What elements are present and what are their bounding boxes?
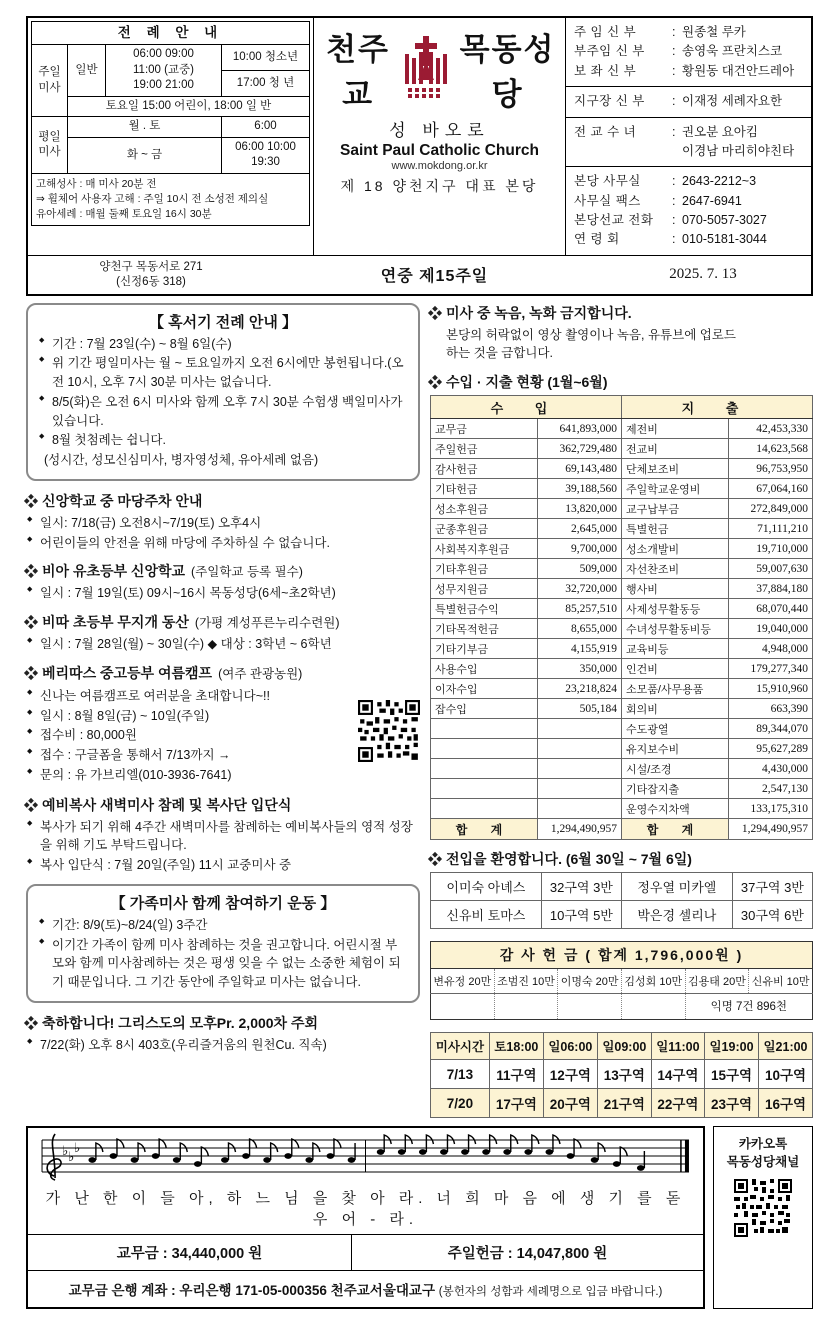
expense-value: 71,111,210	[728, 519, 812, 539]
donor: 조범진 10만	[494, 969, 558, 994]
section-title: 전입을 환영합니다. (6월 30일 ~ 7월 6일)	[446, 851, 692, 868]
expense-label: 교육비등	[621, 639, 728, 659]
date-cell: 7/13	[431, 1060, 490, 1089]
income-value: 32,720,000	[537, 579, 621, 599]
finance-row	[431, 719, 813, 739]
notice-item: ◆ 8월 첫첨례는 쉽니다.	[38, 431, 408, 450]
expense-value: 4,430,000	[728, 759, 812, 779]
expense-label: 제전비	[621, 419, 728, 439]
finance-row	[431, 739, 813, 759]
funeral-society-label: 연 령 회	[574, 232, 620, 247]
church-address: 양천구 목동서로 271 (신정6동 318)	[99, 260, 203, 288]
expense-label: 유지보수비	[621, 739, 728, 759]
section-title: 수입 · 지출 현황 (1월~6월)	[446, 374, 608, 391]
finance-row	[431, 579, 813, 599]
gyomugeum-label: 교무금 :	[116, 1246, 168, 1263]
empty-cell	[621, 994, 685, 1020]
notice-item: ◆ 접수 : 구글폼을 통해서 7/13까지 →	[26, 746, 352, 765]
finance-row	[431, 699, 813, 719]
col-header: 일11:00	[651, 1033, 704, 1060]
income-value: 85,257,510	[537, 599, 621, 619]
confession-notes: 고해성사 : 매 미사 20분 전 ⇒ 휠체어 사용자 고해 : 주일 10시 전 소성전 제의실 유아세례 : 매월 둘째 토요일 16시 30분	[32, 173, 310, 226]
expense-label: 성소개발비	[621, 539, 728, 559]
expense-label: 주일학교운영비	[621, 479, 728, 499]
congrats-section	[26, 1013, 420, 1055]
section-diamond-icon	[428, 306, 442, 320]
kakao-qr-code-icon	[734, 1224, 792, 1241]
no-recording-body: 본당의 허락없이 영상 촬영이나 녹음, 유튜브에 업로드 하는 것을 금합니다.	[446, 327, 736, 361]
expense-value: 95,627,289	[728, 739, 812, 759]
colon: :	[672, 174, 676, 189]
expense-label: 자선찬조비	[621, 559, 728, 579]
liturgy-schedule-table	[28, 18, 314, 255]
col-header: 일06:00	[543, 1033, 597, 1060]
expense-value: 37,884,180	[728, 579, 812, 599]
area-cell: 14구역	[651, 1060, 704, 1089]
notice-item: ◆ 일시 : 7월 28일(월) ~ 30일(수) ◆ 대상 : 3학년 ~ 6학년	[26, 635, 420, 654]
finance-row	[431, 599, 813, 619]
expense-value: 133,175,310	[728, 799, 812, 819]
income-label: 특별헌금수익	[431, 599, 538, 619]
income-label: 기타기부금	[431, 639, 538, 659]
expense-label: 수녀성무활동비등	[621, 619, 728, 639]
income-value: 505,184	[537, 699, 621, 719]
family-mass-title: 【 가족미사 함께 참여하기 운동 】	[110, 894, 336, 912]
income-value: 4,155,919	[537, 639, 621, 659]
section-title: 축하합니다! 그리스도의 모후Pr. 2,000차 주회	[42, 1014, 319, 1031]
area-cell: 10구역	[759, 1060, 813, 1089]
svg-text:♭: ♭	[68, 1150, 75, 1166]
col-header: 일19:00	[705, 1033, 759, 1060]
clergy-directory	[566, 18, 811, 255]
area-cell: 12구역	[543, 1060, 597, 1089]
income-value: 8,655,000	[537, 619, 621, 639]
income-value: 509,000	[537, 559, 621, 579]
expense-label: 회의비	[621, 699, 728, 719]
finance-row	[431, 779, 813, 799]
clergy-role: 전 교 수 녀	[574, 124, 637, 139]
newcomer-area: 37구역 3반	[732, 873, 812, 901]
expense-label: 소모품/사무용품	[621, 679, 728, 699]
section-title: 비아 유초등부 신앙학교	[42, 563, 186, 580]
area-cell: 11구역	[489, 1060, 543, 1089]
expense-value: 14,623,568	[728, 439, 812, 459]
section-note: (주일학교 등록 필수)	[191, 565, 303, 580]
tue-fri-time: 06:00 10:00 19:30	[222, 137, 310, 173]
gyomugeum-cell	[28, 1235, 352, 1270]
sunday-offering-value: 14,047,800 원	[516, 1246, 608, 1263]
income-label: 군종후원금	[431, 519, 538, 539]
expense-value: 272,849,000	[728, 499, 812, 519]
notice-item: ◆ 일시 : 8월 8일(금) ~ 10일(주일)	[26, 707, 352, 726]
heat-notice-title: 【 혹서기 전례 안내 】	[148, 313, 298, 331]
income-value: 641,893,000	[537, 419, 621, 439]
donor: 김용태 20만	[685, 969, 749, 994]
clergy-role: 보 좌 신 부	[574, 63, 637, 78]
footer	[26, 1126, 813, 1309]
weekday-mass-label: 평일 미사	[32, 117, 68, 174]
section-diamond-icon	[24, 615, 38, 629]
section-note: (가평 계성푸른누리수련원)	[194, 616, 340, 631]
colon: :	[672, 44, 676, 59]
finance-row	[431, 559, 813, 579]
newcomers-table	[430, 872, 813, 929]
expense-value: 96,753,950	[728, 459, 812, 479]
camp-qr-code-icon	[358, 700, 420, 786]
veritas-camp-section	[26, 663, 420, 786]
bank-note: (봉헌자의 성함과 세례명으로 입금 바랍니다.)	[438, 1286, 663, 1299]
section-title: 예비복사 새벽미사 참례 및 복사단 입단식	[42, 796, 292, 813]
area-cell: 15구역	[705, 1060, 759, 1089]
area-cell: 21구역	[597, 1089, 651, 1118]
income-label: 기타목적헌금	[431, 619, 538, 639]
newcomer-area: 30구역 6반	[732, 901, 812, 929]
thanksgiving-table	[430, 941, 813, 1020]
kakao-channel-box	[713, 1126, 813, 1309]
expense-total-value: 1,294,490,957	[728, 819, 812, 840]
notice-item: ◆ 일시 : 7월 19일(토) 09시~16시 목동성당(6세~초2학년)	[26, 584, 420, 603]
section-diamond-icon	[24, 564, 38, 578]
right-column	[430, 303, 813, 1119]
income-value	[537, 759, 621, 779]
income-total-label: 합 계	[431, 819, 538, 840]
office-label: 본당 사무실	[574, 174, 641, 189]
clergy-name: 황원동 대건안드레아	[682, 63, 795, 78]
colon: :	[672, 213, 676, 227]
logo-title-right: 목동성당	[459, 32, 556, 112]
tue-fri-label: 화 ~ 금	[68, 137, 222, 173]
area-cell: 16구역	[759, 1089, 813, 1118]
income-label: 사용수입	[431, 659, 538, 679]
income-value	[537, 719, 621, 739]
newcomer-row	[431, 873, 813, 901]
section-title: 비따 초등부 무지개 동산	[42, 614, 189, 631]
logo-subtitle: 성 바오로	[389, 121, 490, 140]
finance-row	[431, 799, 813, 819]
expense-label: 전교비	[621, 439, 728, 459]
bulletin-date: 2025. 7. 13	[669, 266, 737, 283]
colon: :	[672, 193, 676, 208]
general-label: 일반	[68, 45, 106, 97]
footer-main	[26, 1126, 705, 1309]
svg-text:♭: ♭	[74, 1141, 81, 1157]
gyomugeum-value: 34,440,000 원	[171, 1246, 263, 1263]
notice-item: ◆ 8/5(화)은 오전 6시 미사와 함께 오후 7시 30분 수험생 백일미사가 있습니다.	[38, 393, 408, 431]
expense-label: 인건비	[621, 659, 728, 679]
youth-time: 10:00 청소년	[222, 45, 310, 71]
vita-camp-section	[26, 612, 420, 654]
income-label: 성무지원금	[431, 579, 538, 599]
income-value	[537, 799, 621, 819]
income-label	[431, 759, 538, 779]
notice-item: ◆ 기간: 8/9(토)~8/24(일) 3주간	[38, 916, 408, 935]
parking-section	[26, 491, 420, 553]
notice-item: ◆ 어린이들의 안전을 위해 마당에 주차하실 수 없습니다.	[26, 534, 420, 553]
finance-row	[431, 459, 813, 479]
finance-row	[431, 639, 813, 659]
finance-section	[430, 372, 813, 840]
finance-row	[431, 759, 813, 779]
clergy-role	[574, 142, 672, 161]
mass-area-header-row	[431, 1033, 813, 1060]
expense-label: 단체보조비	[621, 459, 728, 479]
section-diamond-icon	[24, 798, 38, 812]
clergy-name: 송영욱 프란치스코	[682, 44, 783, 59]
notice-item: ◆ 일시: 7/18(금) 오전8시~7/19(토) 오후4시	[26, 514, 420, 533]
anonymous-row	[431, 994, 813, 1020]
notice-item: ◆ 복사 입단식 : 7월 20일(주일) 11시 교중미사 중	[26, 856, 420, 875]
income-value: 362,729,480	[537, 439, 621, 459]
expense-label: 사제성무활동등	[621, 599, 728, 619]
bank-account-row	[28, 1270, 703, 1307]
empty-cell	[494, 994, 558, 1020]
section-diamond-icon	[24, 494, 38, 508]
income-label: 기타후원금	[431, 559, 538, 579]
mon-sat-time: 6:00	[222, 117, 310, 138]
notice-item: ◆ 7/22(화) 오후 8시 403호(우리즐거움의 원천Cu. 직속)	[26, 1036, 420, 1055]
clergy-role: 부주임 신 부	[574, 44, 645, 59]
finance-row	[431, 619, 813, 639]
notice-item: (성시간, 성모신심미사, 병자영성체, 유아세례 없음)	[44, 453, 319, 468]
expense-value: 2,547,130	[728, 779, 812, 799]
empty-cell	[431, 994, 495, 1020]
expense-value: 15,910,960	[728, 679, 812, 699]
svg-text:♭: ♭	[62, 1144, 69, 1160]
section-diamond-icon	[24, 666, 38, 680]
expense-value: 68,070,440	[728, 599, 812, 619]
altar-servers-section	[26, 795, 420, 875]
notice-item: ◆ 위 기간 평일미사는 월 ~ 토요일까지 오전 6시에만 봉헌됩니다.(오전 10시, 오후 7시 30분 미사는 없습니다.	[38, 354, 408, 392]
date-cell: 7/20	[431, 1089, 490, 1118]
donor: 김성회 10만	[621, 969, 685, 994]
clergy-name: 원종철 루카	[682, 25, 746, 39]
expense-label: 교구납부금	[621, 499, 728, 519]
expense-label: 운영수지차액	[621, 799, 728, 819]
finance-row	[431, 539, 813, 559]
income-label	[431, 799, 538, 819]
sunday-offering-label: 주일헌금 :	[447, 1246, 513, 1263]
income-value	[537, 739, 621, 759]
col-header: 토18:00	[489, 1033, 543, 1060]
sunday-mass-label: 주일 미사	[32, 45, 68, 117]
address-bar	[28, 255, 811, 294]
expense-value: 42,453,330	[728, 419, 812, 439]
logo-website: www.mokdong.or.kr	[391, 160, 488, 172]
empty-cell	[558, 994, 622, 1020]
bank-account: 교무금 은행 계좌 : 우리은행 171-05-000356 천주교서울대교구	[68, 1283, 435, 1299]
logo-title-left: 천주교	[326, 32, 391, 112]
col-header: 일21:00	[759, 1033, 813, 1060]
saturday-times: 토요일 15:00 어린이, 18:00 일 반	[68, 96, 310, 117]
clergy-name: 이경남 마리히야친타	[682, 143, 795, 158]
clergy-role: 지구장 신 부	[574, 94, 645, 109]
clergy-name: 이재정 세례자요한	[682, 94, 783, 109]
funeral-society-phone: 010-5181-3044	[682, 232, 767, 247]
newcomer-area: 10구역 5반	[541, 901, 621, 929]
mass-area-row	[431, 1060, 813, 1089]
hymn-staff-icon	[28, 1128, 703, 1187]
col-header: 미사시간	[431, 1033, 490, 1060]
young-adult-time: 17:00 청 년	[222, 70, 310, 96]
section-diamond-icon	[428, 375, 442, 389]
newcomer-name: 신유비 토마스	[431, 901, 542, 929]
income-value: 9,700,000	[537, 539, 621, 559]
thanksgiving-title: 감 사 헌 금 ( 합계 1,796,000원 )	[431, 942, 813, 969]
income-label: 주일헌금	[431, 439, 538, 459]
church-cross-icon	[400, 36, 452, 103]
section-note: (여주 관광농원)	[218, 666, 303, 681]
liturgy-title: 전 례 안 내	[32, 22, 310, 45]
section-title: 신앙학교 중 마당주차 안내	[42, 492, 203, 509]
finance-row	[431, 499, 813, 519]
anonymous-donations: 익명 7건 896천	[685, 994, 812, 1020]
colon: :	[672, 94, 676, 109]
notice-item: ◆ 기간 : 7월 23일(수) ~ 8월 6일(수)	[38, 335, 408, 354]
feast-title: 연중 제15주일	[380, 268, 489, 286]
income-label: 성소후원금	[431, 499, 538, 519]
colon	[672, 142, 682, 161]
income-value: 13,820,000	[537, 499, 621, 519]
section-title: 미사 중 녹음, 녹화 금지합니다.	[446, 304, 632, 321]
donor: 변유정 20만	[433, 976, 492, 989]
finance-row	[431, 679, 813, 699]
finance-total-row	[431, 819, 813, 840]
office-phone: 2643-2212~3	[682, 174, 757, 189]
mass-area-row	[431, 1089, 813, 1118]
expense-label: 행사비	[621, 579, 728, 599]
area-cell: 13구역	[597, 1060, 651, 1089]
expense-value: 4,948,000	[728, 639, 812, 659]
expense-value: 89,344,070	[728, 719, 812, 739]
expense-value: 19,710,000	[728, 539, 812, 559]
income-total-value: 1,294,490,957	[537, 819, 621, 840]
income-label	[431, 739, 538, 759]
heat-notice-box	[26, 303, 420, 481]
income-label: 감사헌금	[431, 459, 538, 479]
finance-row	[431, 519, 813, 539]
area-cell: 23구역	[705, 1089, 759, 1118]
newcomer-name: 이미숙 아녜스	[431, 873, 542, 901]
notice-item: ◆ 문의 : 유 가브리엘(010-3936-7641)	[26, 766, 352, 785]
income-header: 수 입	[431, 396, 622, 419]
via-school-section	[26, 561, 420, 603]
left-column	[26, 303, 420, 1119]
mission-phone-label: 본당선교 전화	[574, 213, 654, 227]
area-cell: 20구역	[543, 1089, 597, 1118]
church-logo	[314, 18, 566, 255]
income-label: 교무금	[431, 419, 538, 439]
expense-label: 시설/조경	[621, 759, 728, 779]
colon: :	[672, 25, 676, 39]
donor: 신유비 10만	[749, 969, 813, 994]
clergy-role: 주 임 신 부	[574, 25, 637, 39]
logo-district: 제 18 양천지구 대표 본당	[340, 178, 539, 194]
header	[26, 16, 813, 296]
clergy-name: 권오분 요아킴	[682, 124, 758, 139]
newcomers-section	[430, 849, 813, 929]
section-diamond-icon	[428, 852, 442, 866]
income-label	[431, 779, 538, 799]
section-title: 베리따스 중고등부 여름캠프	[42, 664, 213, 681]
income-value: 23,218,824	[537, 679, 621, 699]
newcomer-name: 박은경 셀리나	[621, 901, 732, 929]
notice-item: ◆ 접수비 : 80,000원	[26, 726, 352, 745]
income-label: 잡수입	[431, 699, 538, 719]
income-value: 2,645,000	[537, 519, 621, 539]
expense-value: 67,064,160	[728, 479, 812, 499]
section-diamond-icon	[24, 1016, 38, 1030]
expense-value: 663,390	[728, 699, 812, 719]
general-times: 06:00 09:00 11:00 (교중) 19:00 21:00	[106, 45, 222, 97]
finance-row	[431, 479, 813, 499]
kakao-channel-label: 카카오톡 목동성당채널	[726, 1137, 800, 1170]
finance-row	[431, 419, 813, 439]
expense-value: 179,277,340	[728, 659, 812, 679]
expense-label: 수도광열	[621, 719, 728, 739]
expense-value: 59,007,630	[728, 559, 812, 579]
donor-row	[431, 969, 813, 994]
fax-number: 2647-6941	[682, 193, 742, 208]
newcomer-name: 정우열 미카엘	[621, 873, 732, 901]
hymn-lyrics: 가 난 한 이 들 아, 하 느 님 을 찾 아 라. 너 희 마 음 에 생 기 를 돋 우 어 - 라.	[45, 1190, 686, 1229]
newcomer-area: 32구역 3반	[541, 873, 621, 901]
notice-item: ◆ 복사가 되기 위해 4주간 새벽미사를 참례하는 예비복사들의 영적 성장을 위해 기도 부탁드립니다.	[26, 818, 420, 856]
finance-row	[431, 439, 813, 459]
mon-sat-label: 월 . 토	[68, 117, 222, 138]
family-mass-box	[26, 884, 420, 1003]
sunday-offering-cell	[352, 1235, 703, 1270]
income-label: 사회복지후원금	[431, 539, 538, 559]
no-recording-section	[430, 303, 813, 364]
expense-label: 특별헌금	[621, 519, 728, 539]
colon: :	[672, 124, 676, 139]
finance-table	[430, 395, 813, 840]
income-label: 이자수입	[431, 679, 538, 699]
notice-item: ◆ 신나는 여름캠프로 여러분을 초대합니다~!!	[26, 687, 352, 706]
mass-area-table	[430, 1032, 813, 1118]
income-label	[431, 719, 538, 739]
finance-row	[431, 659, 813, 679]
col-header: 일09:00	[597, 1033, 651, 1060]
area-cell: 17구역	[489, 1089, 543, 1118]
logo-english-name: Saint Paul Catholic Church	[340, 142, 539, 159]
income-value: 350,000	[537, 659, 621, 679]
income-label: 기타헌금	[431, 479, 538, 499]
notice-item: ◆ 이기간 가족이 함께 미사 참례하는 것을 권고합니다. 어린시절 부모와 함께 미사참례하는 것은 평생 잊을 수 없는 소중한 체험이 되기 때문입니다. 그 기간 동안에 주일학교 미사는 없습니다.	[38, 936, 408, 992]
donor: 이명숙 20만	[558, 969, 622, 994]
area-cell: 22구역	[651, 1089, 704, 1118]
expense-value: 19,040,000	[728, 619, 812, 639]
colon: :	[672, 232, 676, 247]
income-value: 69,143,480	[537, 459, 621, 479]
newcomer-row	[431, 901, 813, 929]
expense-total-label: 합 계	[621, 819, 728, 840]
colon: :	[672, 63, 676, 78]
income-value: 39,188,560	[537, 479, 621, 499]
expense-header: 지 출	[621, 396, 812, 419]
expense-label: 기타잡지출	[621, 779, 728, 799]
mission-phone: 070-5057-3027	[682, 213, 767, 227]
fax-label: 사무실 팩스	[574, 193, 641, 208]
income-value	[537, 779, 621, 799]
